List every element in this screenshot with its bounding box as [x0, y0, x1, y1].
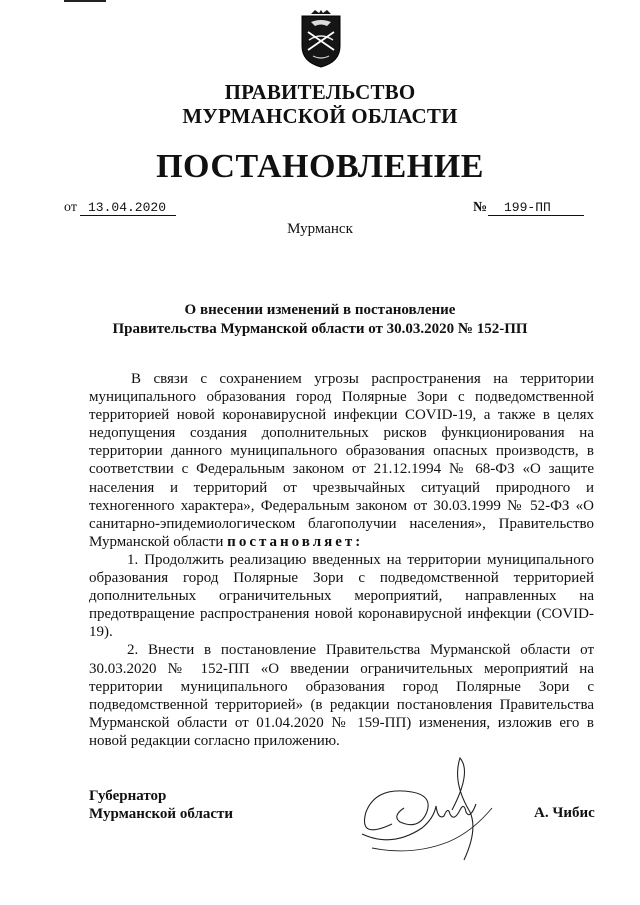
intro-paragraph	[89, 370, 594, 551]
title-line2: Правительства Мурманской области от 30.03.2020 № 152-ПП	[112, 321, 528, 337]
document-number: 199-ПП	[488, 200, 584, 216]
coat-of-arms-icon	[299, 10, 343, 68]
document-body	[89, 370, 594, 750]
signatory-position	[89, 787, 233, 823]
position-line1: Губернатор	[89, 788, 167, 804]
position-line2: Мурманской области	[89, 806, 234, 822]
number-sign: №	[473, 200, 488, 215]
government-name-line2: МУРМАНСКОЙ ОБЛАСТИ	[182, 104, 458, 128]
handwritten-signature	[352, 752, 502, 867]
clause-1: 1. Продолжить реализацию введенных на территории муниципального образования город Полярные Зори с подведомственной территорией дополнительных ограничительных мероприятий, направленных на предотвращение распространения новой коронавирусной инфекции (COVID-19).	[89, 551, 594, 641]
document-type: ПОСТАНОВЛЕНИЕ	[156, 148, 484, 185]
intro-text: В связи с сохранением угрозы распространения на территории муниципального образования город Полярные Зори с подведомственной территорией новой коронавирусной инфекции COVID-19, а также в целях недопущения создания дополнительных рисков функционирования на территории данного муниципального образования опасных производств, в соответствии с Федеральным законом от 21.12.1994 № 68-ФЗ «О защите населения и территорий от чрезвычайных ситуаций природного и техногенного характера», Федеральным законом от 30.03.1999 № 52-ФЗ «О санитарно-эпидемиологическом благополучии населения», Правительство Мурманской области	[89, 371, 594, 550]
decree-word: постановляет:	[227, 533, 364, 550]
clause-2: 2. Внести в постановление Правительства Мурманской области от 30.03.2020 № 152-ПП «О введении ограничительных мероприятий на территории муниципального образования город Полярные Зори с подведомственной территорией» (в редакции постановления Правительства Мурманской области от 01.04.2020 № 159-ПП) изменения, изложив его в новой редакции согласно приложению.	[89, 642, 594, 749]
scan-edge-mark	[64, 0, 106, 2]
title-line1: О внесении изменений в постановление	[184, 302, 456, 318]
government-name-line1: ПРАВИТЕЛЬСТВО	[224, 80, 416, 104]
date-prefix: от	[64, 200, 77, 215]
document-date: 13.04.2020	[80, 200, 176, 216]
city-name: Мурманск	[287, 221, 353, 237]
signatory-name: А. Чибис	[534, 805, 595, 821]
